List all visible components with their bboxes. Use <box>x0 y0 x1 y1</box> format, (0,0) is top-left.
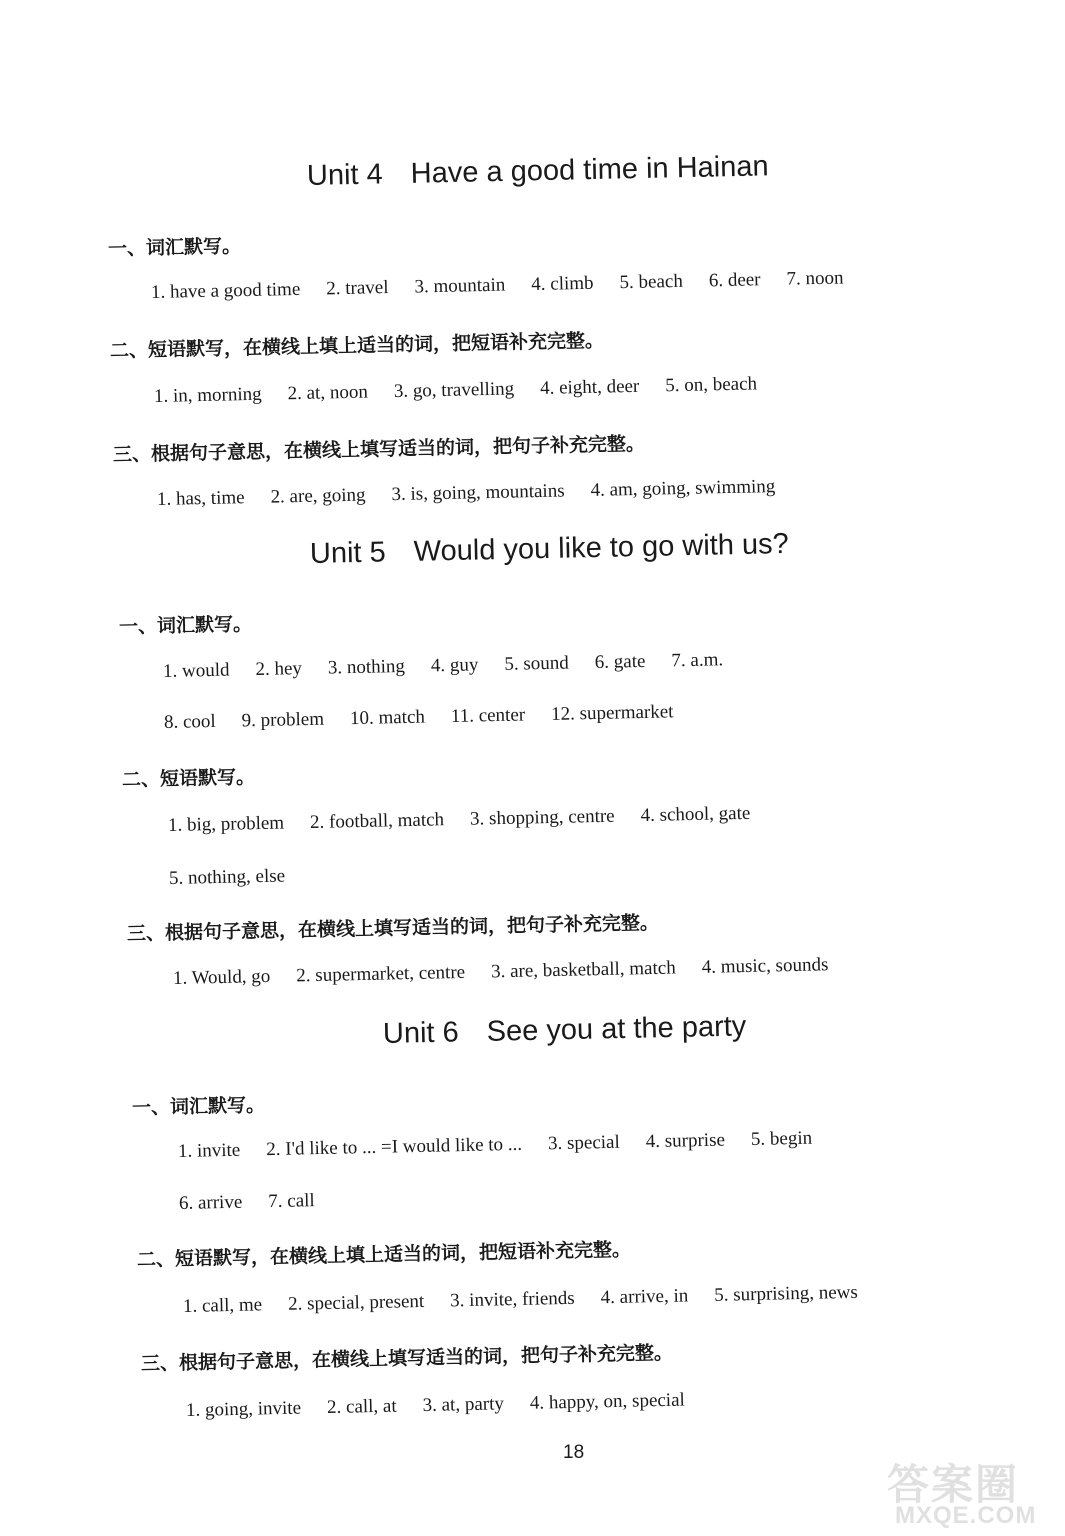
section-heading: 一、词汇默写。 <box>118 613 253 638</box>
answer-line <box>178 1128 813 1163</box>
watermark-logo-text: 答案圈 <box>887 1460 1020 1509</box>
unit-4-title <box>307 150 769 193</box>
section-heading: 一、词汇默写。 <box>131 1094 266 1119</box>
answer-item: 2. hey <box>255 658 303 681</box>
answer-item: 5. beach <box>619 270 684 294</box>
section-heading: 三、根据句子意思，在横线上填写适当的词，把句子补充完整。 <box>140 1341 674 1375</box>
answer-item: 2. supermarket, centre <box>296 961 466 987</box>
answer-item: 9. problem <box>241 708 325 732</box>
answer-line <box>168 803 751 837</box>
answer-item: 1. have a good time <box>150 278 301 303</box>
unit-name: Would you like to go with us? <box>413 527 790 568</box>
answer-item: 4. guy <box>430 654 479 677</box>
answer-line <box>163 649 724 683</box>
answer-line <box>179 1190 315 1215</box>
answer-item: 2. football, match <box>309 809 445 834</box>
answer-item: 4. school, gate <box>640 802 751 827</box>
unit-name: See you at the party <box>486 1010 747 1048</box>
answer-item: 5. on, beach <box>665 373 758 397</box>
unit-name: Have a good time in Hainan <box>410 150 769 190</box>
answer-item: 3. are, basketball, match <box>490 957 676 983</box>
answer-item: 10. match <box>349 706 426 730</box>
answer-item: 1. would <box>162 659 230 682</box>
answer-item: 3. mountain <box>414 274 506 298</box>
unit-6-title <box>383 1010 747 1051</box>
unit-5-title <box>310 528 789 571</box>
section-heading: 一、词汇默写。 <box>107 235 242 260</box>
section-heading: 二、短语默写，在横线上填上适当的词，把短语补充完整。 <box>109 329 605 362</box>
answer-item: 7. noon <box>786 267 844 290</box>
page-number: 18 <box>563 1442 585 1463</box>
answer-item: 4. eight, deer <box>539 375 640 399</box>
answer-item: 1. has, time <box>156 487 245 510</box>
answer-item: 1. invite <box>177 1139 241 1162</box>
answer-item: 5. sound <box>504 652 570 675</box>
answer-item: 2. I'd like to ... =I would like to ... <box>266 1133 523 1161</box>
answer-line <box>169 866 286 890</box>
unit-number: Unit 6 <box>382 1016 460 1050</box>
answer-item: 5. nothing, else <box>168 865 286 889</box>
answer-item: 1. call, me <box>182 1294 263 1317</box>
section-heading: 三、根据句子意思，在横线上填写适当的词，把句子补充完整。 <box>126 911 660 945</box>
answer-item: 4. happy, on, special <box>529 1389 686 1414</box>
answer-item: 1. going, invite <box>185 1397 302 1421</box>
answer-item: 11. center <box>450 704 526 727</box>
answer-line <box>157 476 776 511</box>
answer-item: 3. is, going, mountains <box>391 480 565 506</box>
answer-item: 8. cool <box>163 710 216 733</box>
answer-item: 2. are, going <box>270 484 366 508</box>
answer-item: 2. special, present <box>287 1290 425 1315</box>
unit-number: Unit 5 <box>309 536 387 570</box>
section-heading: 三、根据句子意思，在横线上填写适当的词，把句子补充完整。 <box>112 432 646 466</box>
site-watermark <box>887 1452 1057 1532</box>
answer-line <box>173 954 829 990</box>
answer-item: 3. nothing <box>327 655 406 679</box>
answer-item: 3. at, party <box>422 1393 505 1417</box>
answer-item: 5. surprising, news <box>714 1281 858 1306</box>
unit-number: Unit 4 <box>306 158 384 192</box>
answer-item: 7. call <box>268 1190 315 1213</box>
section-heading: 二、短语默写。 <box>121 766 256 791</box>
answer-item: 6. deer <box>708 269 761 292</box>
answer-line <box>151 267 844 304</box>
watermark-site-text: MXQE.COM <box>895 1502 1037 1529</box>
answer-line <box>186 1390 685 1422</box>
section-heading: 二、短语默写，在横线上填上适当的词，把短语补充完整。 <box>136 1238 632 1271</box>
answer-item: 7. a.m. <box>671 649 724 672</box>
answer-item: 4. music, sounds <box>701 954 829 978</box>
answer-item: 4. am, going, swimming <box>590 476 776 501</box>
answer-line <box>164 701 674 734</box>
answer-item: 12. supermarket <box>550 701 674 725</box>
answer-item: 6. arrive <box>178 1191 243 1214</box>
answer-item: 4. climb <box>531 272 594 296</box>
answer-item: 4. arrive, in <box>600 1285 689 1309</box>
answer-item: 3. go, travelling <box>393 378 515 402</box>
answer-item: 3. invite, friends <box>449 1287 575 1312</box>
answer-line <box>154 373 758 408</box>
answer-item: 6. gate <box>594 650 646 673</box>
answer-item: 3. shopping, centre <box>469 805 615 830</box>
answer-item: 1. in, morning <box>153 383 262 407</box>
answer-item: 1. Would, go <box>172 965 271 989</box>
answer-item: 2. at, noon <box>287 381 369 405</box>
answer-item: 2. travel <box>326 277 389 300</box>
answer-item: 2. call, at <box>326 1395 397 1419</box>
answer-item: 3. special <box>547 1131 621 1155</box>
answer-item: 1. big, problem <box>167 812 285 836</box>
answer-item: 4. surprise <box>645 1129 726 1153</box>
answer-line <box>183 1282 858 1318</box>
answer-item: 5. begin <box>750 1127 813 1150</box>
